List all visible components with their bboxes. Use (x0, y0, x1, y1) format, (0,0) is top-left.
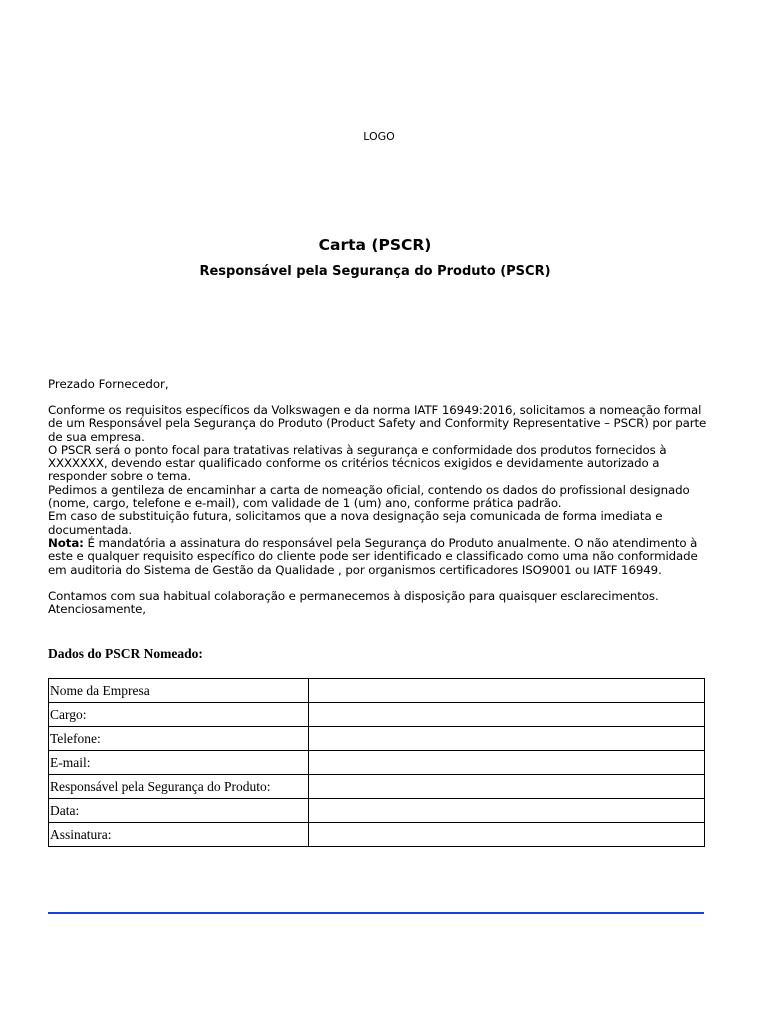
paragraph-note (48, 537, 708, 577)
field-value-role[interactable] (309, 703, 705, 727)
paragraph-focal-point: O PSCR será o ponto focal para tratativas relativas à segurança e conformidade dos produtos fornecidos à XXXXXXX, devendo estar qualificado conforme os critérios técnicos exigidos e devidamente autorizado a responder sobre o tema. (48, 442, 667, 484)
field-value-phone[interactable] (309, 727, 705, 751)
paragraph-nomination: Pedimos a gentileza de encaminhar a carta de nomeação oficial, contendo os dados do profissional designado (nome, cargo, telefone e e-mail), com validade de 1 (um) ano, conforme prática padrão. (48, 482, 690, 511)
greeting: Prezado Fornecedor, (48, 377, 169, 391)
table-row (49, 799, 705, 823)
table-row (49, 775, 705, 799)
table-row (49, 823, 705, 847)
note-label: Nota: (48, 535, 84, 550)
note-text: É mandatória a assinatura do responsável pela Segurança do Produto anualmente. O não atendimento à este e qualquer requisito específico do cliente pode ser identificado e classificado como uma não conformidade em auditoria do Sistema de Gestão da Qualidade , por organismos certificadores ISO9001 ou IATF 16949. (48, 535, 698, 577)
field-value-email[interactable] (309, 751, 705, 775)
document-title: Carta (PSCR) (318, 236, 432, 254)
field-label-email: E-mail: (49, 751, 309, 775)
field-label-role: Cargo: (49, 703, 309, 727)
field-label-safety-responsible: Responsável pela Segurança do Produto: (49, 775, 309, 799)
field-value-signature[interactable] (309, 823, 705, 847)
field-label-phone: Telefone: (49, 727, 309, 751)
table-row (49, 751, 705, 775)
document-subtitle: Responsável pela Segurança do Produto (PSCR) (199, 264, 551, 279)
paragraph-substitution: Em caso de substituição futura, solicitamos que a nova designação seja comunicada de forma imediata e documentada. (48, 509, 663, 537)
paragraph-request: Conforme os requisitos específicos da Volkswagen e da norma IATF 16949:2016, solicitamos a nomeação formal de um Responsável pela Segurança do Produto (Product Safety and Conformity Representative – PSCR) por parte de sua empresa. (48, 403, 707, 444)
field-label-date: Data: (49, 799, 309, 823)
form-heading: Dados do PSCR Nomeado: (48, 646, 203, 661)
signoff: Atenciosamente, (48, 602, 146, 617)
field-label-company: Nome da Empresa (49, 679, 309, 703)
table-row (49, 703, 705, 727)
spacer (48, 577, 708, 590)
field-value-date[interactable] (309, 799, 705, 823)
table-row (49, 679, 705, 703)
pscr-form-table (48, 678, 705, 847)
field-value-company[interactable] (309, 679, 705, 703)
paragraph-closing: Contamos com sua habitual colaboração e permanecemos à disposição para quaisquer esclarecimentos. (48, 588, 659, 603)
logo-placeholder: LOGO (363, 130, 395, 143)
field-value-safety-responsible[interactable] (309, 775, 705, 799)
letter-body (48, 404, 708, 616)
field-label-signature: Assinatura: (49, 823, 309, 847)
footer-divider (48, 912, 704, 914)
table-row (49, 727, 705, 751)
